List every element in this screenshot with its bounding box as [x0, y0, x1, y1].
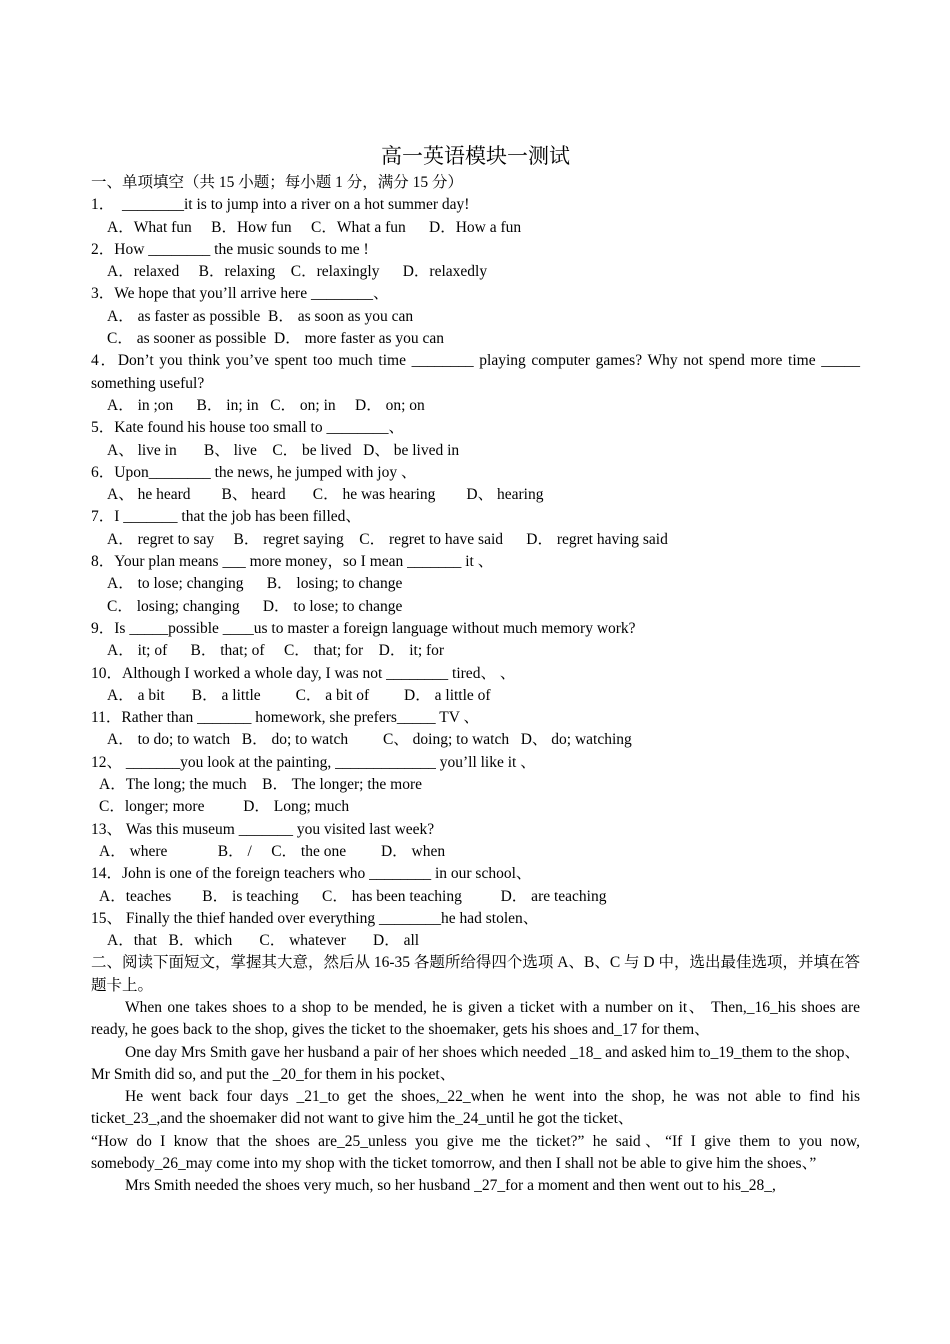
- answer-options: C． as sooner as possible D． more faster as you can: [107, 330, 445, 348]
- question-stem: 9．Is _____possible ____us to master a foreign language without much memory work?: [91, 619, 636, 637]
- question-stem: 11．Rather than _______ homework, she prefers_____ TV 、: [91, 709, 480, 727]
- answer-options: A．that B．which C． whatever D． all: [107, 932, 420, 950]
- question-stem: 12、 _______you look at the painting, _____________ you’ll like it 、: [91, 753, 536, 771]
- question-stem: 6．Upon________ the news, he jumped with joy 、: [91, 463, 417, 481]
- answer-options: A． where B． / C． the one D． when: [99, 842, 446, 860]
- question-stem: 14．John is one of the foreign teachers who ________ in our school、: [91, 865, 532, 883]
- passage-paragraph: He went back four days _21_to get the shoes,_22_when he went into the shop, he was not able to find his ticket_23_,and the shoemaker did not want to give him the_24_until he got the ticket、: [91, 1088, 860, 1128]
- document-page: [91, 140, 860, 1198]
- passage-paragraph: Mrs Smith needed the shoes very much, so her husband _27_for a moment and then went out to his_28_,: [125, 1177, 776, 1195]
- question-stem: 13、 Was this museum _______ you visited last week?: [91, 820, 435, 838]
- question-stem: 5．Kate found his house too small to ________、: [91, 419, 404, 437]
- answer-options: A． it; of B． that; of C． that; for D． it; for: [107, 642, 445, 660]
- question-stem: 10．Although I worked a whole day, I was not ________ tired、 、: [91, 664, 516, 682]
- answer-options: A． regret to say B． regret saying C． regret to have said D． regret having said: [107, 530, 668, 548]
- answer-options: A． as faster as possible B． as soon as you can: [107, 307, 414, 325]
- passage-paragraph: When one takes shoes to a shop to be mended, he is given a ticket with a number on it、 Then,_16_his shoes are ready, he goes back to the shop, gives the ticket to the shoemaker, gets his shoes and_17 for them、: [91, 998, 860, 1039]
- answer-options: A．The long; the much B． The longer; the more: [99, 776, 422, 794]
- section1-questions: [91, 194, 860, 952]
- section2-heading: 二、阅读下面短文，掌握其大意，然后从 16-35 各题所给得四个选项 A、B、C 与 D 中，选出最佳选项，并填在答题卡上。: [91, 954, 860, 994]
- question-stem: 4．Don’t you think you’ve spent too much time ________ playing computer games? Why not spend more time _____ something useful?: [91, 352, 860, 392]
- answer-options: C．longer; more D． Long; much: [99, 798, 350, 816]
- answer-options: A．teaches B． is teaching C． has been teaching D． are teaching: [99, 887, 607, 905]
- answer-options: A、 live in B、 live C． be lived D、 be lived in: [107, 441, 460, 459]
- answer-options: A、 he heard B、 heard C． he was hearing D、 hearing: [107, 486, 544, 504]
- answer-options: A． in ;on B． in; in C． on; in D． on; on: [107, 396, 425, 414]
- question-stem: 7．I _______ that the job has been filled、: [91, 508, 361, 526]
- passage-paragraph: One day Mrs Smith gave her husband a pair of her shoes which needed _18_ and asked him to_19_them to the shop、 Mr Smith did so, and put the _20_for them in his pocket、: [91, 1043, 860, 1083]
- question-stem: 2．How ________ the music sounds to me !: [91, 240, 369, 258]
- answer-options: A．relaxed B．relaxing C．relaxingly D．relaxedly: [107, 263, 488, 281]
- page-title: 高一英语模块一测试: [381, 144, 570, 168]
- question-stem: 8．Your plan means ___ more money，so I mean _______ it 、: [91, 553, 494, 571]
- question-stem: 15、 Finally the thief handed over everything ________he had stolen、: [91, 909, 539, 927]
- answer-options: A．What fun B．How fun C．What a fun D．How a fun: [107, 218, 522, 236]
- section1-heading: 一、单项填空（共 15 小题；每小题 1 分，满分 15 分）: [91, 174, 464, 191]
- answer-options: C． losing; changing D． to lose; to change: [107, 597, 403, 615]
- question-stem: 3．We hope that you’ll arrive here ________、: [91, 285, 389, 303]
- passage-paragraph: “How do I know that the shoes are_25_unless you give me the ticket?” he said、“If I give them to you now, somebody_26_may come into my shop with the ticket tomorrow, and then I shall not be able to give him the shoes、”: [91, 1132, 860, 1173]
- section2-passage: [91, 997, 860, 1198]
- answer-options: A． to lose; changing B． losing; to change: [107, 575, 403, 593]
- answer-options: A． a bit B． a little C． a bit of D． a little of: [107, 686, 491, 704]
- answer-options: A． to do; to watch B． do; to watch C、 doing; to watch D、 do; watching: [107, 731, 632, 749]
- question-stem: 1． ________it is to jump into a river on a hot summer day!: [91, 196, 470, 214]
